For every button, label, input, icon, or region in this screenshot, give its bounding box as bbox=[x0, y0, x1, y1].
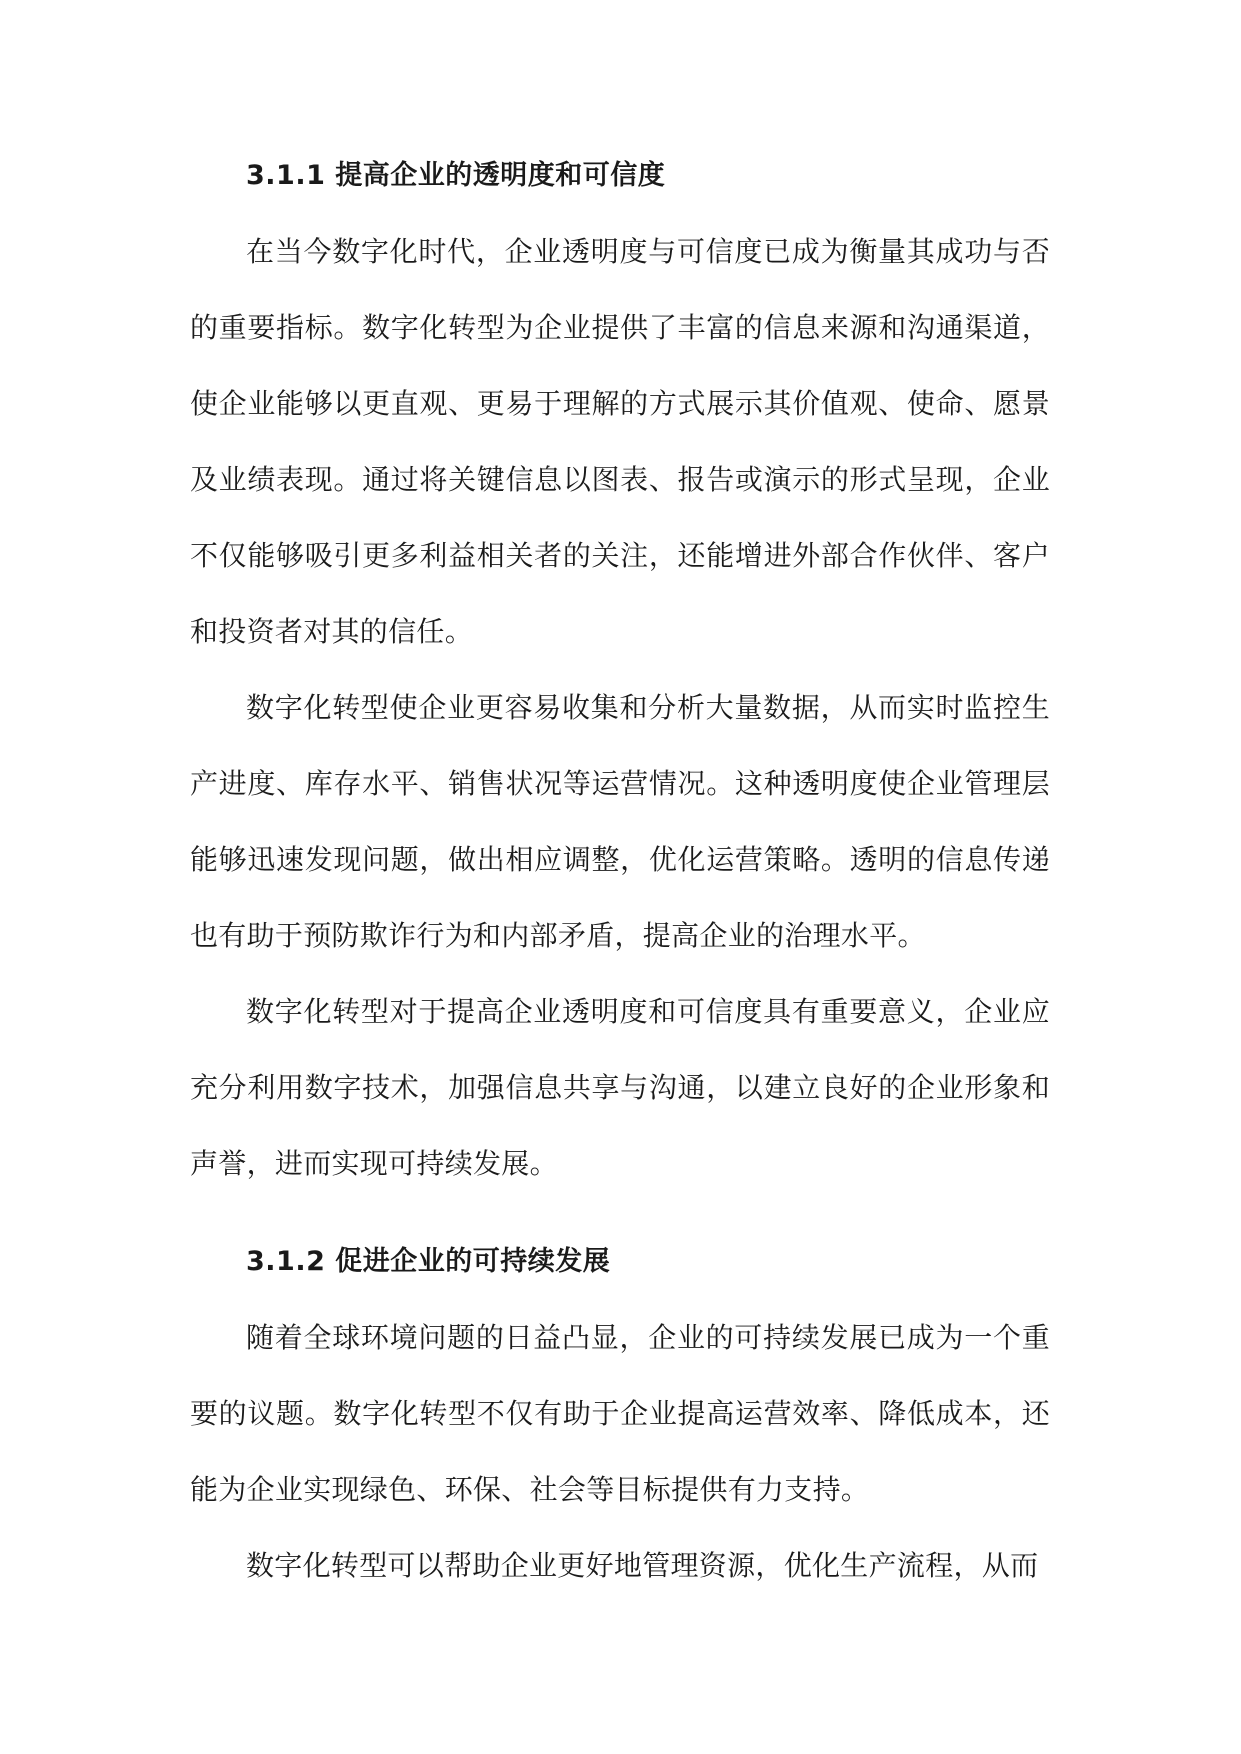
document-body bbox=[190, 138, 1050, 1604]
paragraph-2: 数字化转型使企业更容易收集和分析大量数据，从而实时监控生产进度、库存水平、销售状况等运营情况。这种透明度使企业管理层能够迅速发现问题，做出相应调整，优化运营策略。透明的信息传递也有助于预防欺诈行为和内部矛盾，提高企业的治理水平。 bbox=[190, 691, 1050, 952]
paragraph-4: 随着全球环境问题的日益凸显，企业的可持续发展已成为一个重要的议题。数字化转型不仅有助于企业提高运营效率、降低成本，还能为企业实现绿色、环保、社会等目标提供有力支持。 bbox=[190, 1321, 1050, 1506]
section-heading-3-1-2: 3.1.2 促进企业的可持续发展 bbox=[246, 1246, 611, 1277]
section-spacer bbox=[190, 1202, 1050, 1224]
paragraph-5: 数字化转型可以帮助企业更好地管理资源，优化生产流程，从而 bbox=[246, 1549, 1039, 1582]
paragraph-1: 在当今数字化时代，企业透明度与可信度已成为衡量其成功与否的重要指标。数字化转型为企业提供了丰富的信息来源和沟通渠道，使企业能够以更直观、更易于理解的方式展示其价值观、使命、愿景及业绩表现。通过将关键信息以图表、报告或演示的形式呈现，企业不仅能够吸引更多利益相关者的关注，还能增进外部合作伙伴、客户和投资者对其的信任。 bbox=[190, 235, 1050, 648]
paragraph-3: 数字化转型对于提高企业透明度和可信度具有重要意义，企业应充分利用数字技术，加强信息共享与沟通，以建立良好的企业形象和声誉，进而实现可持续发展。 bbox=[190, 995, 1050, 1180]
section-heading-3-1-1: 3.1.1 提高企业的透明度和可信度 bbox=[246, 160, 666, 191]
